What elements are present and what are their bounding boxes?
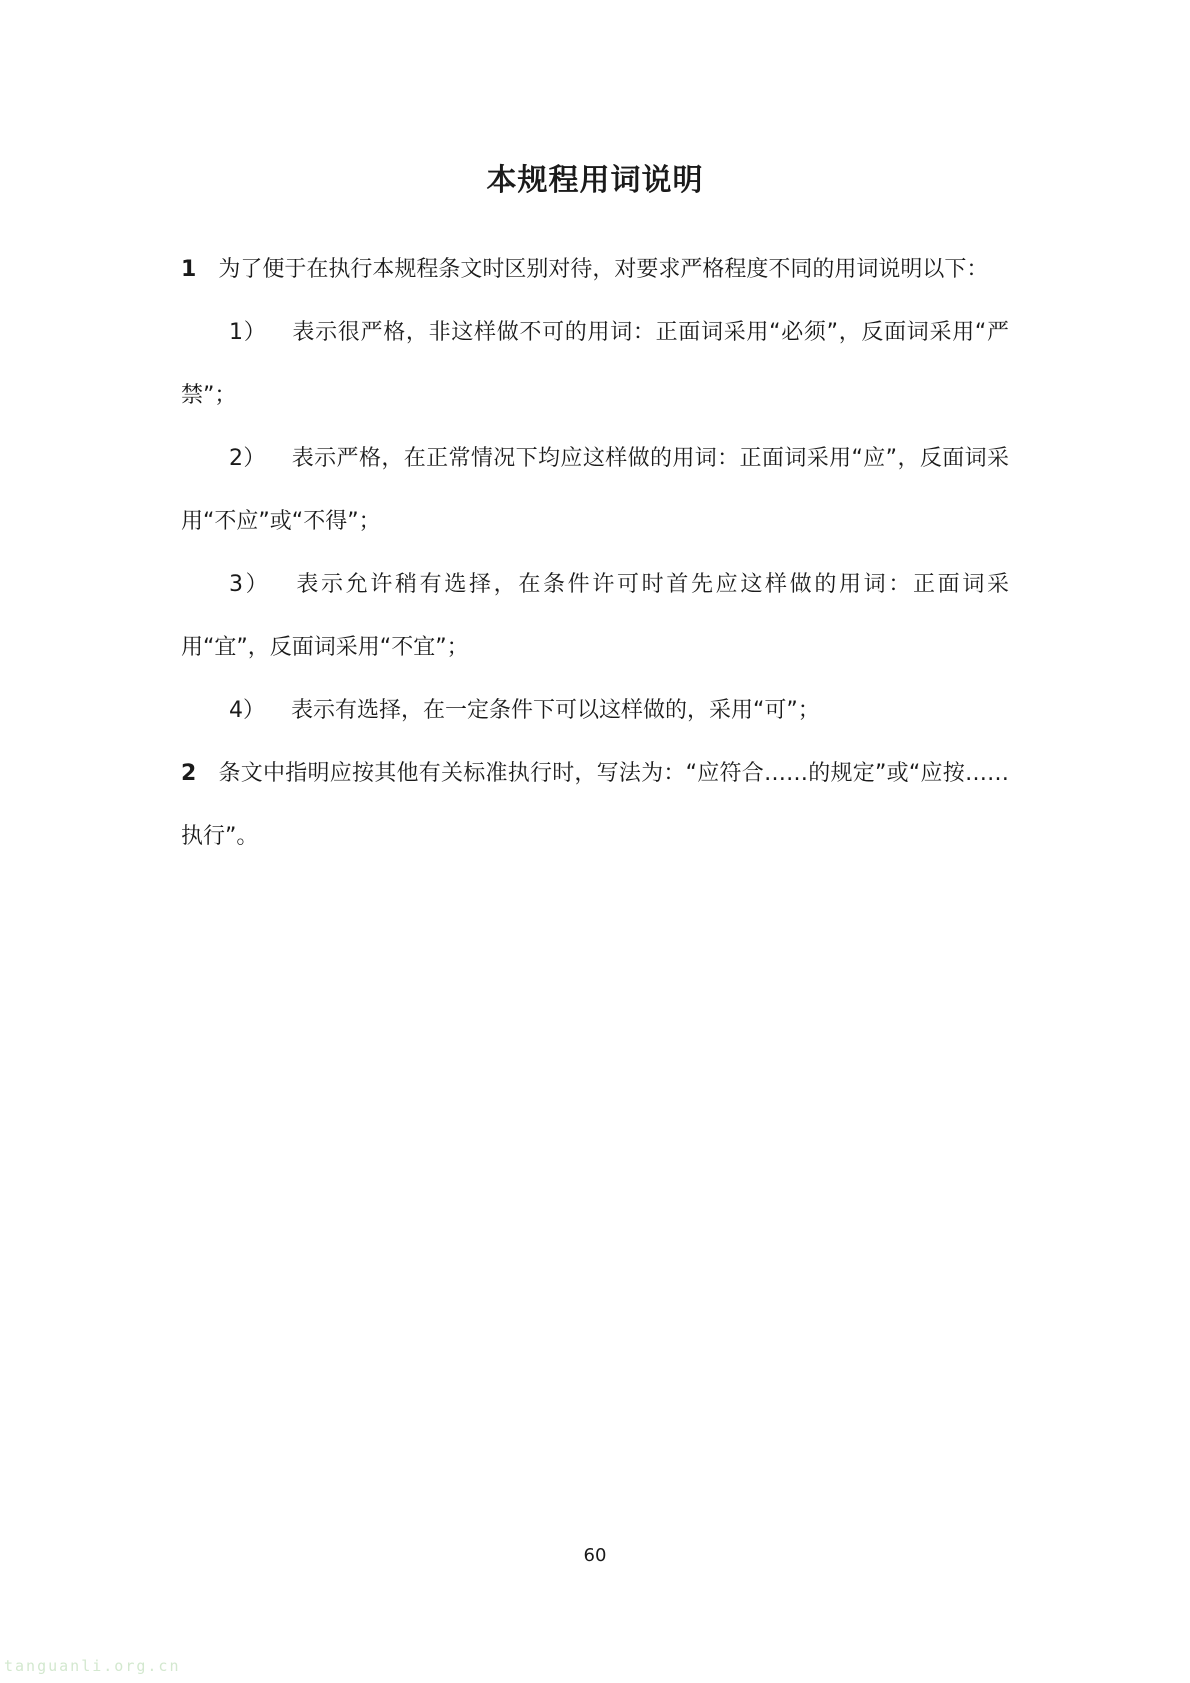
list-item-number: 3）: [229, 572, 271, 597]
clause-number: 1: [181, 257, 197, 282]
list-item-number: 1）: [229, 320, 267, 345]
list-item: [181, 553, 1009, 679]
page-number: 60: [583, 1545, 607, 1566]
document-body: [181, 238, 1009, 868]
clause-text: 条文中指明应按其他有关标准执行时，写法为：“应符合……的规定”或“应按……执行”。: [181, 761, 1009, 849]
list-item-number: 2）: [229, 446, 266, 471]
list-item-number: 4）: [229, 698, 265, 723]
list-item: [181, 427, 1009, 553]
list-item-text: 表示很严格，非这样做不可的用词：正面词采用“必须”，反面词采用“严禁”；: [181, 320, 1009, 408]
clause-2: [181, 742, 1009, 868]
list-item: [181, 301, 1009, 427]
clause-number: 2: [181, 761, 197, 786]
list-item-text: 表示有选择，在一定条件下可以这样做的，采用“可”；: [291, 698, 820, 723]
page-title: 本规程用词说明: [486, 163, 704, 198]
clause-1: [181, 238, 1009, 301]
list-item-text: 表示允许稍有选择，在条件许可时首先应这样做的用词：正面词采用“宜”，反面词采用“不宜”；: [181, 572, 1009, 660]
list-item-text: 表示严格，在正常情况下均应这样做的用词：正面词采用“应”，反面词采用“不应”或“不得”；: [181, 446, 1009, 534]
list-item: [181, 679, 1009, 742]
clause-text: 为了便于在执行本规程条文时区别对待，对要求严格程度不同的用词说明以下：: [218, 257, 989, 282]
watermark: tanguanli.org.cn: [4, 1657, 181, 1675]
